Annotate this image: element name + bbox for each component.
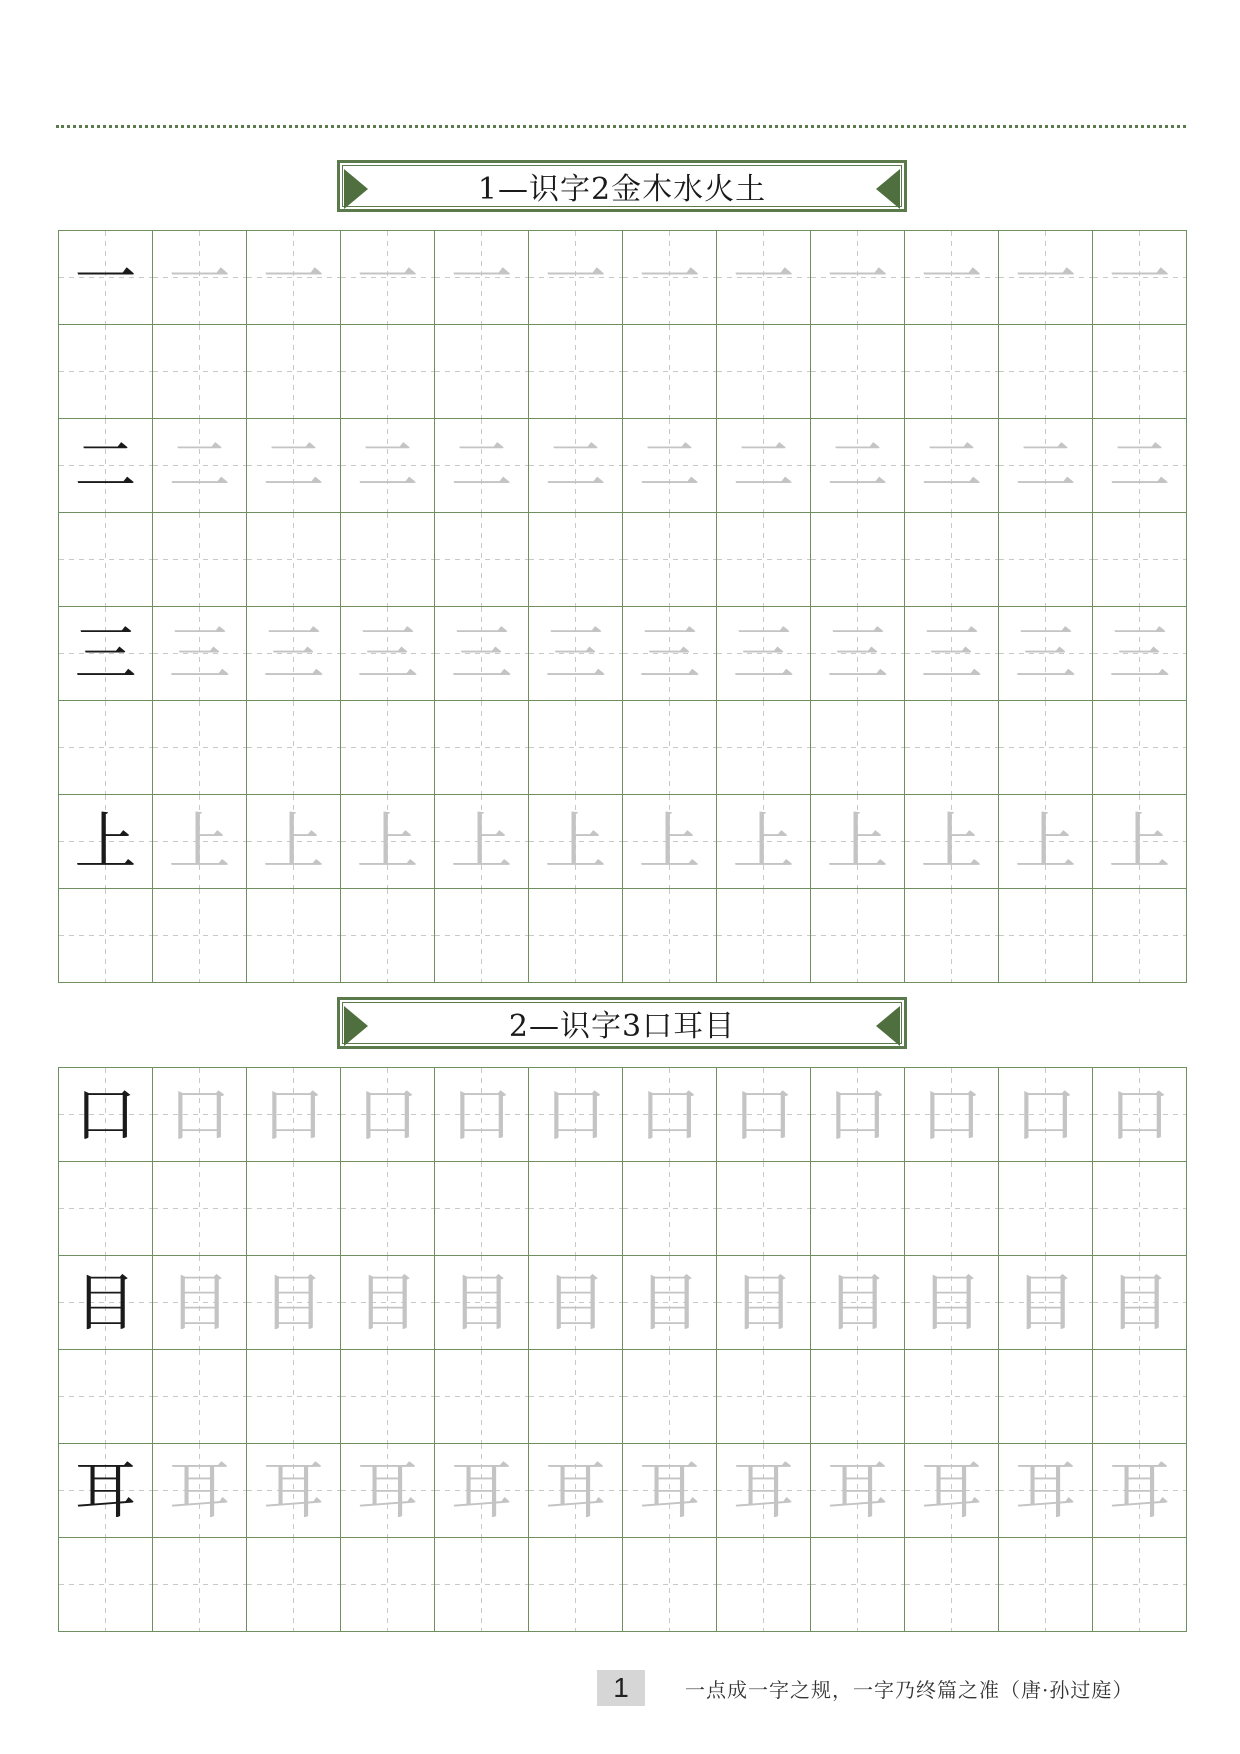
trace-cell (999, 1068, 1093, 1162)
trace-character: 耳 (262, 1453, 325, 1527)
trace-character: 口 (356, 1077, 419, 1151)
empty-practice-cell[interactable] (905, 325, 999, 419)
trace-cell (905, 795, 999, 889)
trace-character: 耳 (826, 1453, 889, 1527)
trace-cell (717, 419, 811, 513)
empty-practice-cell[interactable] (59, 513, 153, 607)
top-dotted-divider (56, 125, 1186, 128)
empty-practice-cell[interactable] (1093, 889, 1187, 983)
empty-practice-cell[interactable] (153, 513, 247, 607)
footer-quote: 一点成一字之规，一字乃终篇之准（唐·孙过庭） (685, 1678, 1134, 1702)
trace-character: 一 (544, 240, 607, 314)
trace-cell (529, 1444, 623, 1538)
empty-practice-cell[interactable] (999, 701, 1093, 795)
trace-character: 上 (1014, 804, 1077, 878)
empty-practice-cell[interactable] (59, 889, 153, 983)
empty-practice-cell[interactable] (153, 889, 247, 983)
trace-cell (623, 231, 717, 325)
trace-character: 二 (920, 428, 983, 502)
trace-character: 二 (544, 428, 607, 502)
trace-cell (905, 231, 999, 325)
trace-cell (905, 1256, 999, 1350)
trace-cell (811, 1068, 905, 1162)
empty-practice-cell[interactable] (341, 325, 435, 419)
empty-practice-cell[interactable] (529, 325, 623, 419)
empty-practice-cell[interactable] (59, 325, 153, 419)
trace-cell (811, 231, 905, 325)
trace-character: 耳 (732, 1453, 795, 1527)
empty-practice-cell[interactable] (623, 701, 717, 795)
empty-practice-cell[interactable] (905, 1538, 999, 1632)
trace-character: 三 (826, 616, 889, 690)
trace-character: 上 (356, 804, 419, 878)
trace-cell (623, 1444, 717, 1538)
trace-cell (341, 1068, 435, 1162)
empty-practice-cell[interactable] (811, 1350, 905, 1444)
trace-character: 目 (544, 1265, 607, 1339)
trace-character: 一 (168, 240, 231, 314)
trace-character: 口 (732, 1077, 795, 1151)
trace-character: 上 (638, 804, 701, 878)
empty-practice-cell[interactable] (529, 513, 623, 607)
trace-character: 耳 (1014, 1453, 1077, 1527)
trace-character: 耳 (450, 1453, 513, 1527)
empty-practice-cell[interactable] (999, 325, 1093, 419)
trace-character: 一 (450, 240, 513, 314)
empty-practice-cell[interactable] (529, 1350, 623, 1444)
trace-character: 一 (356, 240, 419, 314)
trace-cell (623, 1068, 717, 1162)
empty-practice-cell[interactable] (717, 513, 811, 607)
trace-character: 目 (1108, 1265, 1171, 1339)
trace-cell (341, 607, 435, 701)
trace-cell (1093, 607, 1187, 701)
trace-cell (811, 795, 905, 889)
trace-cell (153, 231, 247, 325)
empty-practice-cell[interactable] (811, 1162, 905, 1256)
trace-character: 目 (450, 1265, 513, 1339)
trace-character: 二 (450, 428, 513, 502)
empty-practice-cell[interactable] (717, 889, 811, 983)
empty-practice-cell[interactable] (341, 513, 435, 607)
trace-cell (341, 1256, 435, 1350)
trace-cell (153, 795, 247, 889)
trace-character: 口 (450, 1077, 513, 1151)
empty-practice-cell[interactable] (1093, 1350, 1187, 1444)
trace-character: 一 (262, 240, 325, 314)
trace-character: 目 (262, 1265, 325, 1339)
empty-practice-cell[interactable] (341, 701, 435, 795)
trace-cell (435, 607, 529, 701)
empty-practice-cell[interactable] (153, 1162, 247, 1256)
empty-practice-cell[interactable] (623, 1538, 717, 1632)
empty-practice-cell[interactable] (435, 325, 529, 419)
trace-cell (999, 1444, 1093, 1538)
empty-practice-cell[interactable] (341, 1350, 435, 1444)
section-2-practice-grid (58, 1067, 1187, 1632)
empty-practice-cell[interactable] (623, 1162, 717, 1256)
model-character: 口 (74, 1077, 137, 1151)
empty-practice-cell[interactable] (59, 1350, 153, 1444)
trace-cell (1093, 1256, 1187, 1350)
trace-cell (435, 419, 529, 513)
trace-character: 目 (1014, 1265, 1077, 1339)
empty-practice-cell[interactable] (247, 1538, 341, 1632)
trace-character: 口 (826, 1077, 889, 1151)
model-character: 目 (74, 1265, 137, 1339)
trace-character: 三 (920, 616, 983, 690)
empty-practice-cell[interactable] (247, 325, 341, 419)
trace-character: 三 (544, 616, 607, 690)
empty-practice-cell[interactable] (529, 1538, 623, 1632)
empty-practice-cell[interactable] (623, 325, 717, 419)
empty-practice-cell[interactable] (905, 1350, 999, 1444)
trace-character: 二 (262, 428, 325, 502)
trace-cell (717, 607, 811, 701)
empty-practice-cell[interactable] (811, 513, 905, 607)
trace-character: 口 (920, 1077, 983, 1151)
trace-character: 耳 (638, 1453, 701, 1527)
empty-practice-cell[interactable] (435, 889, 529, 983)
trace-cell (247, 231, 341, 325)
model-cell (59, 1444, 153, 1538)
trace-cell (717, 1444, 811, 1538)
trace-cell (435, 795, 529, 889)
empty-practice-cell[interactable] (623, 1350, 717, 1444)
trace-cell (247, 1068, 341, 1162)
empty-practice-cell[interactable] (341, 1538, 435, 1632)
trace-character: 二 (356, 428, 419, 502)
empty-practice-cell[interactable] (59, 1538, 153, 1632)
trace-character: 耳 (1108, 1453, 1171, 1527)
trace-character: 目 (826, 1265, 889, 1339)
trace-cell (435, 231, 529, 325)
empty-practice-cell[interactable] (529, 701, 623, 795)
model-character: 三 (74, 616, 137, 690)
trace-character: 口 (1014, 1077, 1077, 1151)
empty-practice-cell[interactable] (1093, 1162, 1187, 1256)
empty-practice-cell[interactable] (1093, 325, 1187, 419)
empty-practice-cell[interactable] (811, 325, 905, 419)
trace-cell (153, 1444, 247, 1538)
trace-character: 目 (168, 1265, 231, 1339)
trace-character: 上 (1108, 804, 1171, 878)
trace-cell (435, 1068, 529, 1162)
model-cell (59, 419, 153, 513)
trace-cell (247, 795, 341, 889)
trace-character: 三 (732, 616, 795, 690)
section-1-banner (337, 160, 907, 212)
trace-cell (811, 419, 905, 513)
empty-practice-cell[interactable] (435, 513, 529, 607)
trace-cell (153, 419, 247, 513)
empty-practice-cell[interactable] (905, 1162, 999, 1256)
trace-cell (811, 1256, 905, 1350)
empty-practice-cell[interactable] (247, 1162, 341, 1256)
trace-cell (435, 1256, 529, 1350)
model-cell (59, 795, 153, 889)
trace-cell (811, 1444, 905, 1538)
trace-character: 二 (638, 428, 701, 502)
trace-character: 一 (1014, 240, 1077, 314)
empty-practice-cell[interactable] (905, 889, 999, 983)
trace-character: 上 (450, 804, 513, 878)
empty-practice-cell[interactable] (999, 1162, 1093, 1256)
trace-cell (811, 607, 905, 701)
trace-character: 三 (1014, 616, 1077, 690)
trace-character: 三 (168, 616, 231, 690)
section-2-title: 2—识字3口耳目 (508, 1009, 736, 1044)
empty-practice-cell[interactable] (153, 1350, 247, 1444)
empty-practice-cell[interactable] (435, 1538, 529, 1632)
trace-character: 口 (638, 1077, 701, 1151)
trace-character: 目 (920, 1265, 983, 1339)
model-cell (59, 607, 153, 701)
trace-cell (905, 419, 999, 513)
trace-character: 上 (826, 804, 889, 878)
empty-practice-cell[interactable] (59, 701, 153, 795)
trace-character: 目 (732, 1265, 795, 1339)
empty-practice-cell[interactable] (999, 889, 1093, 983)
empty-practice-cell[interactable] (59, 1162, 153, 1256)
trace-cell (341, 1444, 435, 1538)
model-character: 一 (74, 240, 137, 314)
trace-cell (623, 795, 717, 889)
trace-cell (1093, 1444, 1187, 1538)
trace-cell (905, 1068, 999, 1162)
empty-practice-cell[interactable] (905, 513, 999, 607)
trace-character: 耳 (544, 1453, 607, 1527)
trace-character: 上 (544, 804, 607, 878)
trace-character: 二 (732, 428, 795, 502)
trace-cell (247, 419, 341, 513)
empty-practice-cell[interactable] (153, 325, 247, 419)
trace-cell (435, 1444, 529, 1538)
section-1-title: 1—识字2金木水火土 (477, 172, 767, 207)
empty-practice-cell[interactable] (811, 889, 905, 983)
empty-practice-cell[interactable] (341, 1162, 435, 1256)
model-character: 二 (74, 428, 137, 502)
model-character: 上 (74, 804, 137, 878)
trace-cell (623, 607, 717, 701)
trace-cell (529, 795, 623, 889)
trace-cell (717, 1068, 811, 1162)
trace-cell (999, 231, 1093, 325)
trace-cell (341, 795, 435, 889)
trace-character: 上 (920, 804, 983, 878)
empty-practice-cell[interactable] (529, 889, 623, 983)
trace-character: 一 (1108, 240, 1171, 314)
empty-practice-cell[interactable] (435, 701, 529, 795)
empty-practice-cell[interactable] (811, 701, 905, 795)
empty-practice-cell[interactable] (717, 1350, 811, 1444)
trace-cell (153, 1256, 247, 1350)
trace-cell (999, 607, 1093, 701)
model-cell (59, 1256, 153, 1350)
empty-practice-cell[interactable] (435, 1350, 529, 1444)
trace-character: 耳 (920, 1453, 983, 1527)
model-cell (59, 231, 153, 325)
empty-practice-cell[interactable] (717, 1162, 811, 1256)
trace-character: 一 (732, 240, 795, 314)
empty-practice-cell[interactable] (999, 1538, 1093, 1632)
trace-character: 耳 (356, 1453, 419, 1527)
trace-character: 口 (544, 1077, 607, 1151)
trace-cell (529, 231, 623, 325)
empty-practice-cell[interactable] (1093, 1538, 1187, 1632)
empty-practice-cell[interactable] (717, 325, 811, 419)
trace-cell (529, 607, 623, 701)
trace-cell (1093, 231, 1187, 325)
empty-practice-cell[interactable] (717, 701, 811, 795)
empty-practice-cell[interactable] (247, 1350, 341, 1444)
trace-character: 口 (1108, 1077, 1171, 1151)
trace-cell (247, 1256, 341, 1350)
trace-cell (247, 607, 341, 701)
trace-character: 三 (356, 616, 419, 690)
empty-practice-cell[interactable] (247, 889, 341, 983)
empty-practice-cell[interactable] (717, 1538, 811, 1632)
trace-cell (905, 607, 999, 701)
trace-character: 上 (168, 804, 231, 878)
trace-cell (529, 419, 623, 513)
empty-practice-cell[interactable] (435, 1162, 529, 1256)
trace-cell (529, 1068, 623, 1162)
trace-cell (247, 1444, 341, 1538)
trace-character: 耳 (168, 1453, 231, 1527)
empty-practice-cell[interactable] (153, 1538, 247, 1632)
empty-practice-cell[interactable] (1093, 513, 1187, 607)
trace-cell (905, 1444, 999, 1538)
trace-character: 目 (638, 1265, 701, 1339)
trace-cell (341, 231, 435, 325)
section-1-practice-grid (58, 230, 1187, 983)
empty-practice-cell[interactable] (623, 513, 717, 607)
trace-cell (999, 795, 1093, 889)
trace-character: 三 (450, 616, 513, 690)
trace-cell (623, 1256, 717, 1350)
trace-character: 三 (638, 616, 701, 690)
trace-character: 二 (1108, 428, 1171, 502)
trace-cell (153, 607, 247, 701)
trace-character: 三 (262, 616, 325, 690)
section-2-banner (337, 997, 907, 1049)
empty-practice-cell[interactable] (905, 701, 999, 795)
empty-practice-cell[interactable] (811, 1538, 905, 1632)
empty-practice-cell[interactable] (1093, 701, 1187, 795)
trace-character: 二 (168, 428, 231, 502)
trace-cell (153, 1068, 247, 1162)
trace-cell (341, 419, 435, 513)
empty-practice-cell[interactable] (247, 701, 341, 795)
trace-cell (999, 1256, 1093, 1350)
trace-cell (1093, 795, 1187, 889)
trace-cell (717, 1256, 811, 1350)
trace-character: 上 (732, 804, 795, 878)
trace-character: 口 (168, 1077, 231, 1151)
trace-character: 一 (826, 240, 889, 314)
empty-practice-cell[interactable] (153, 701, 247, 795)
trace-cell (717, 795, 811, 889)
empty-practice-cell[interactable] (999, 1350, 1093, 1444)
trace-character: 目 (356, 1265, 419, 1339)
trace-character: 三 (1108, 616, 1171, 690)
trace-cell (623, 419, 717, 513)
trace-cell (1093, 419, 1187, 513)
trace-cell (717, 231, 811, 325)
empty-practice-cell[interactable] (341, 889, 435, 983)
trace-character: 一 (920, 240, 983, 314)
page-number: 1 (597, 1670, 645, 1706)
trace-character: 一 (638, 240, 701, 314)
trace-character: 二 (826, 428, 889, 502)
empty-practice-cell[interactable] (623, 889, 717, 983)
empty-practice-cell[interactable] (247, 513, 341, 607)
trace-cell (529, 1256, 623, 1350)
trace-cell (1093, 1068, 1187, 1162)
empty-practice-cell[interactable] (999, 513, 1093, 607)
trace-character: 二 (1014, 428, 1077, 502)
empty-practice-cell[interactable] (529, 1162, 623, 1256)
trace-character: 口 (262, 1077, 325, 1151)
model-character: 耳 (74, 1453, 137, 1527)
trace-cell (999, 419, 1093, 513)
model-cell (59, 1068, 153, 1162)
trace-character: 上 (262, 804, 325, 878)
